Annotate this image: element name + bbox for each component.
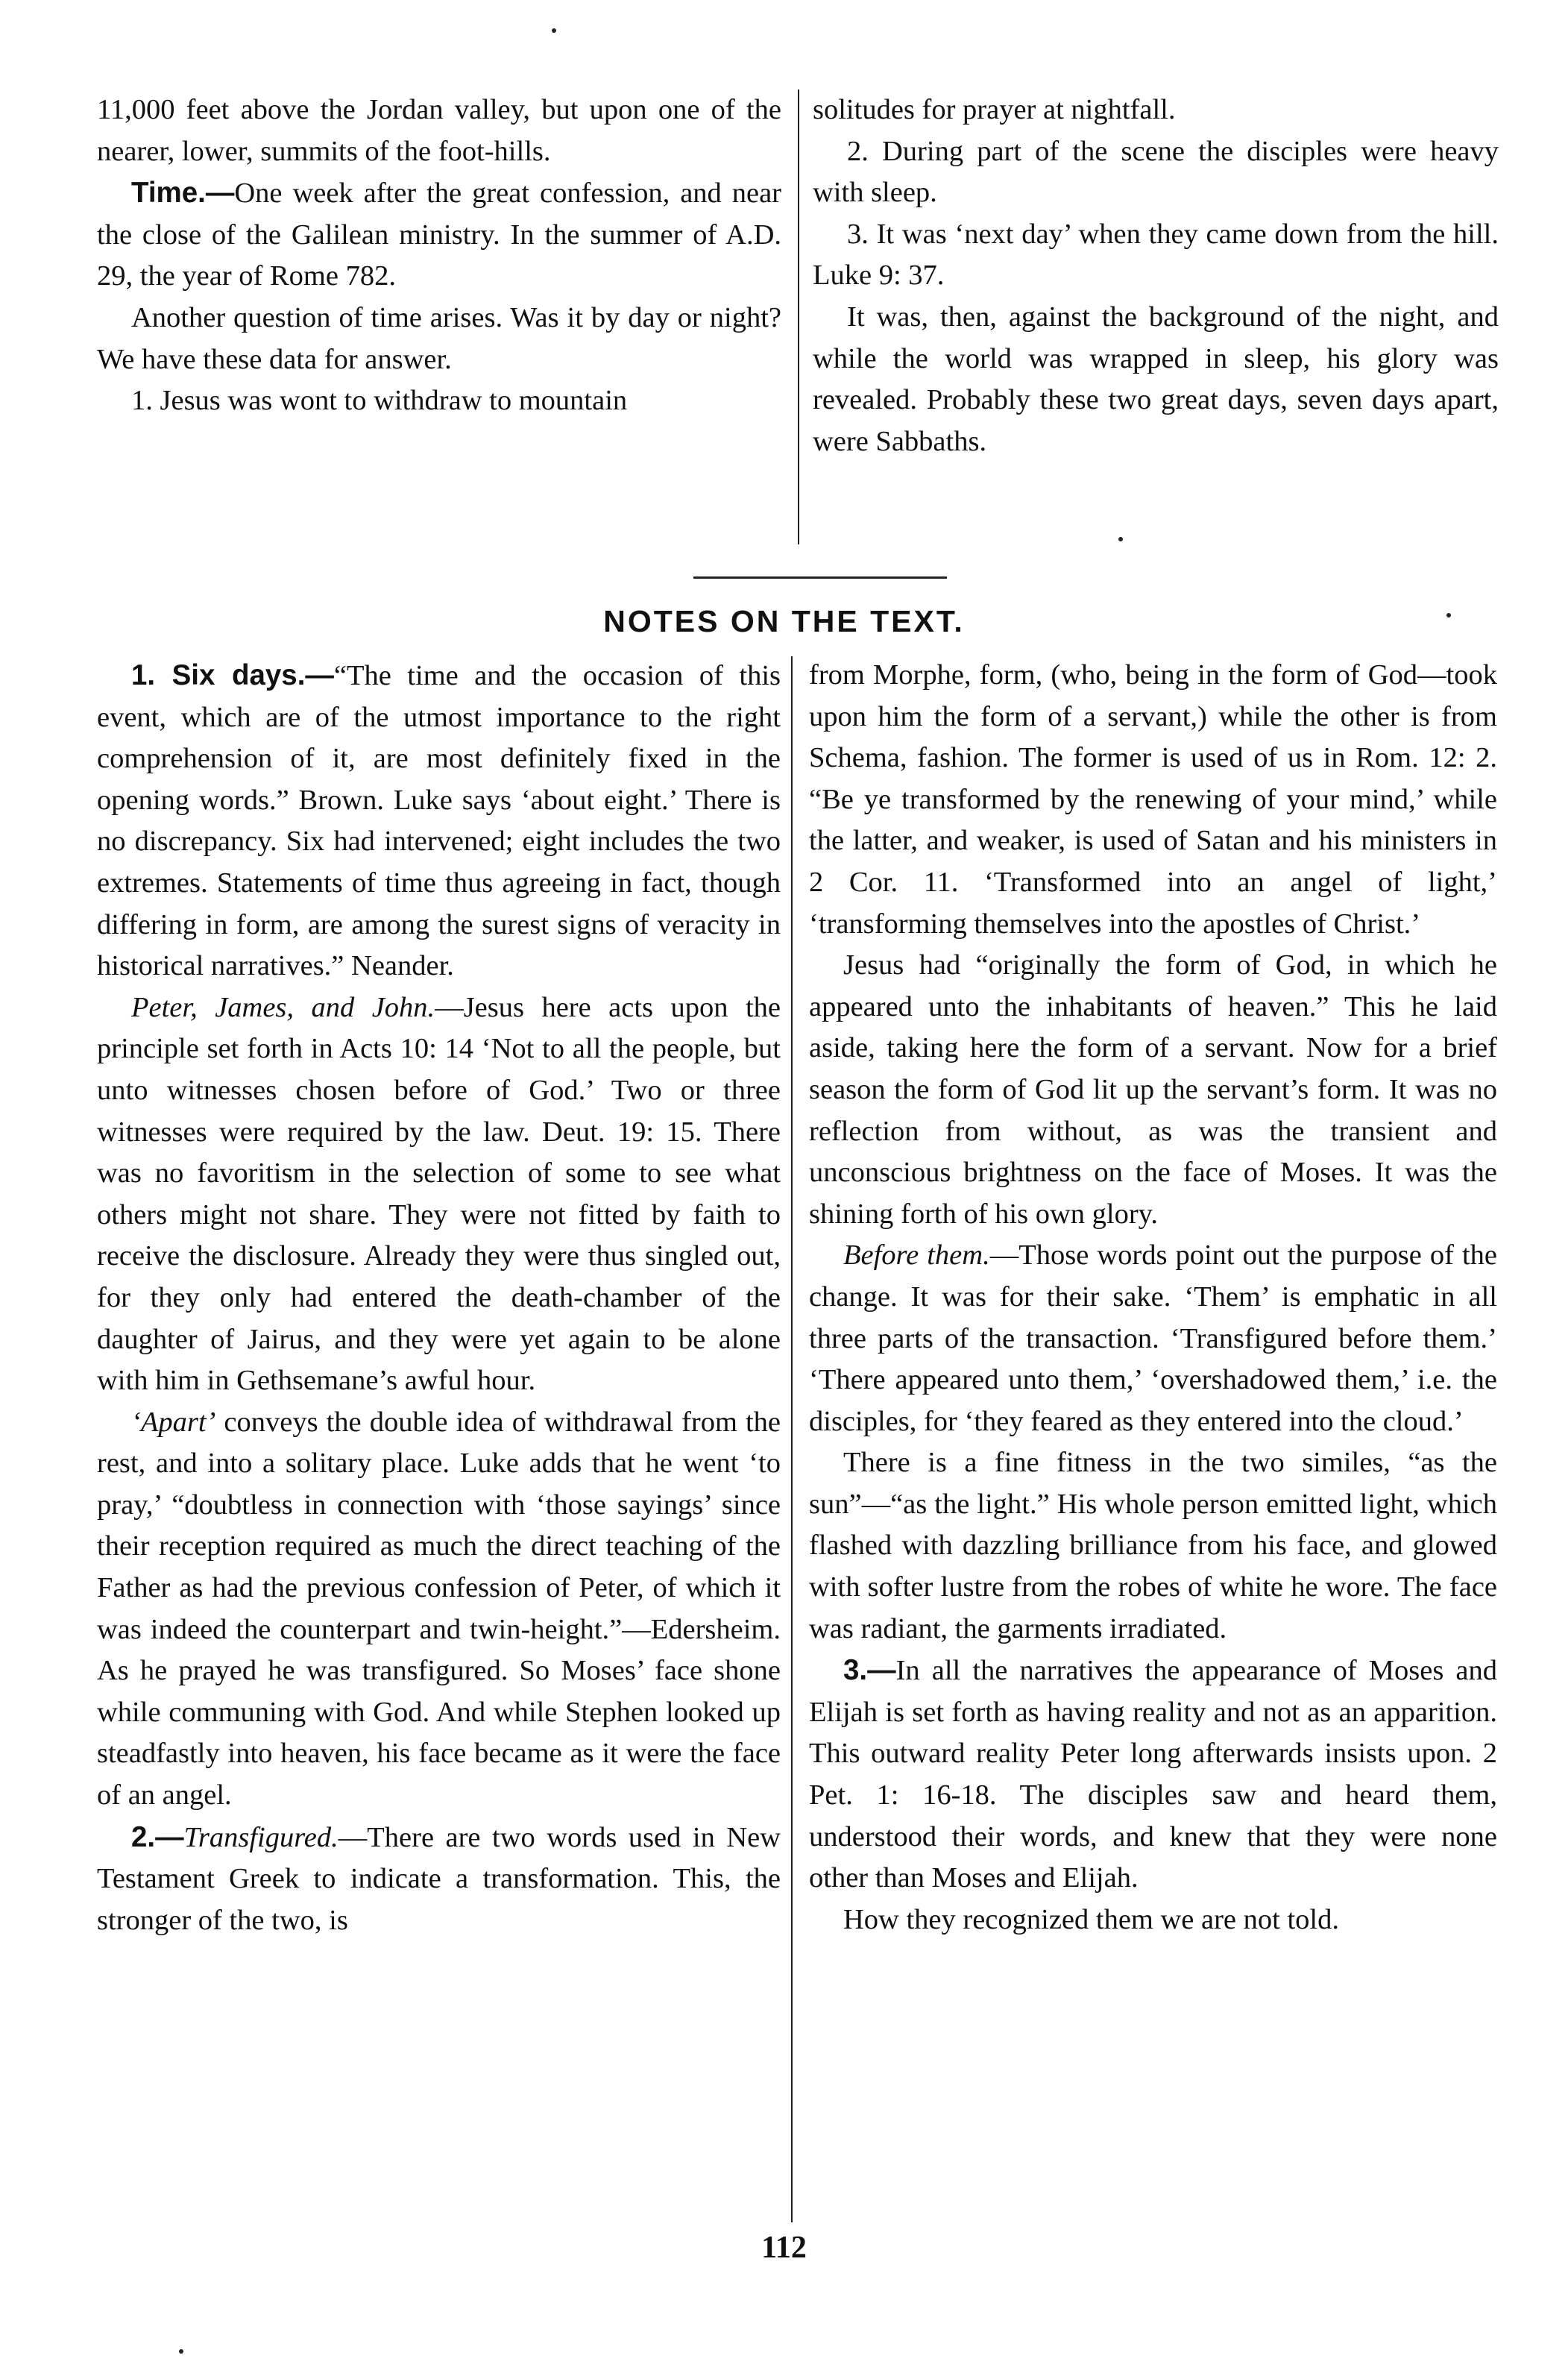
- paragraph: Jesus had “originally the form of God, in which he appeared unto the inhabitants of heaven.” This he laid aside, taking here the form of a servant. Now for a brief season the form of God lit up the servant’s form. It was no reflection from without, as was the transient and unconscious brightness on the face of Moses. It was the shining forth of his own glory.: [809, 949, 1497, 1230]
- paragraph: 2.—Transfigured.—There are two words used in New Testament Greek to indicate a transformation. This, the stronger of the two, is: [97, 1820, 781, 1936]
- section-heading: NOTES ON THE TEXT.: [603, 604, 965, 638]
- paragraph: 3. It was ‘next day’ when they came down from the hill. Luke 9: 37.: [813, 218, 1499, 292]
- paragraph: 3.—In all the narratives the appearance of Moses and Elijah is set forth as having reality and not as an apparition. This outward reality Peter long afterwards insists upon. 2 Pet. 1: 16-18. The disciples saw and heard them, understood their words, and knew that they were none other than Moses and Elijah.: [809, 1654, 1497, 1894]
- notes-right-column: [809, 655, 1497, 1940]
- paragraph: solitudes for prayer at nightfall.: [813, 94, 1176, 125]
- print-speck: [179, 2349, 183, 2354]
- lead-in: 2.—: [131, 1820, 184, 1853]
- paragraph: Peter, James, and John.—Jesus here acts upon the principle set forth in Acts 10: 14 ‘Not to all the people, but unto witnesses chosen before of God.’ Two or three witnesses were required by the law. Deut. 19: 15. There was no favoritism in the selection of some to see what others might not share. They were not fitted by faith to receive the disclosure. Already they were thus singled out, for they only had entered the death-chamber of the daughter of Jairus, and they were yet again to be alone with him in Gethsemane’s awful hour.: [97, 991, 781, 1397]
- notes-left-column: [97, 655, 781, 1941]
- paragraph: 11,000 feet above the Jordan valley, but upon one of the nearer, lower, summits of the foot-hills.: [97, 94, 781, 167]
- paragraph: Time.—One week after the great confession, and near the close of the Galilean ministry. In the summer of A.D. 29, the year of Rome 782.: [97, 177, 781, 292]
- paragraph: There is a fine fitness in the two similes, “as the sun”—“as the light.” His whole person emitted light, which flashed with dazzling brilliance from his face, and glowed with softer lustre from the robes of white he wore. The face was radiant, the garments irradiated.: [809, 1447, 1497, 1644]
- lead-in: 3.—: [843, 1654, 896, 1687]
- paragraph: It was, then, against the background of the night, and while the world was wrapped in sleep, his glory was revealed. Probably these two great days, seven days apart, were Sabbaths.: [813, 301, 1499, 457]
- paragraph: 1. Jesus was wont to withdraw to mountain: [131, 385, 628, 417]
- top-right-column: [813, 89, 1499, 462]
- section-rule: [693, 576, 947, 579]
- paragraph: from Morphe, form, (who, being in the form of God—took upon him the form of a servant,) while the other is from Schema, fashion. The former is used of us in Rom. 12: 2. “Be ye transformed by the renewing of your mind,’ while the latter, and weaker, is used of Satan and his ministers in 2 Cor. 11. ‘Transformed into an angel of light,’ ‘transforming themselves into the apostles of Christ.’: [809, 659, 1497, 940]
- page-number: 112: [761, 2231, 807, 2265]
- lead-in: ‘Apart’: [131, 1406, 216, 1438]
- paragraph: 2. During part of the scene the disciples were heavy with sleep.: [813, 135, 1499, 209]
- paragraph: 1. Six days.—“The time and the occasion of this event, which are of the utmost importance to the right comprehension of it, are most definitely fixed in the opening words.” Brown. Luke says ‘about eight.’ There is no discrepancy. Six had intervened; eight includes the two extremes. Statements of time thus agreeing in fact, though differing in form, are among the surest signs of veracity in historical narratives.” Neander.: [97, 659, 781, 982]
- paragraph: ‘Apart’ conveys the double idea of withdrawal from the rest, and into a solitary place. Luke adds that he went ‘to pray,’ “doubtless in connection with ‘those sayings’ since their reception required as much the direct teaching of the Father as had the previous confession of Peter, of which it was indeed the counterpart and twin-height.”—Edersheim. As he prayed he was transfigured. So Moses’ face shone while communing with God. And while Stephen looked up steadfastly into heaven, his face became as it were the face of an angel.: [97, 1406, 781, 1811]
- lead-in: 1. Six days.—: [131, 659, 334, 691]
- column-divider: [798, 89, 799, 544]
- print-speck: [552, 28, 556, 33]
- top-left-column: [97, 89, 781, 422]
- paragraph: Before them.—Those words point out the purpose of the change. It was for their sake. ‘Them’ is emphatic in all three parts of the transaction. ‘Transfigured before them.’ ‘There appeared unto them,’ ‘overshadowed them,’ i.e. the disciples, for ‘they feared as they entered into the cloud.’: [809, 1239, 1497, 1437]
- paragraph: Another question of time arises. Was it by day or night? We have these data for answer.: [97, 301, 781, 375]
- paragraph: How they recognized them we are not told.: [843, 1903, 1339, 1935]
- lead-in: Before them.: [843, 1239, 990, 1272]
- column-divider: [791, 656, 793, 2222]
- print-speck: [1446, 613, 1451, 617]
- lead-in: Time.—: [131, 177, 235, 210]
- print-speck: [1118, 537, 1123, 541]
- lead-in: Peter, James, and John.: [131, 991, 435, 1023]
